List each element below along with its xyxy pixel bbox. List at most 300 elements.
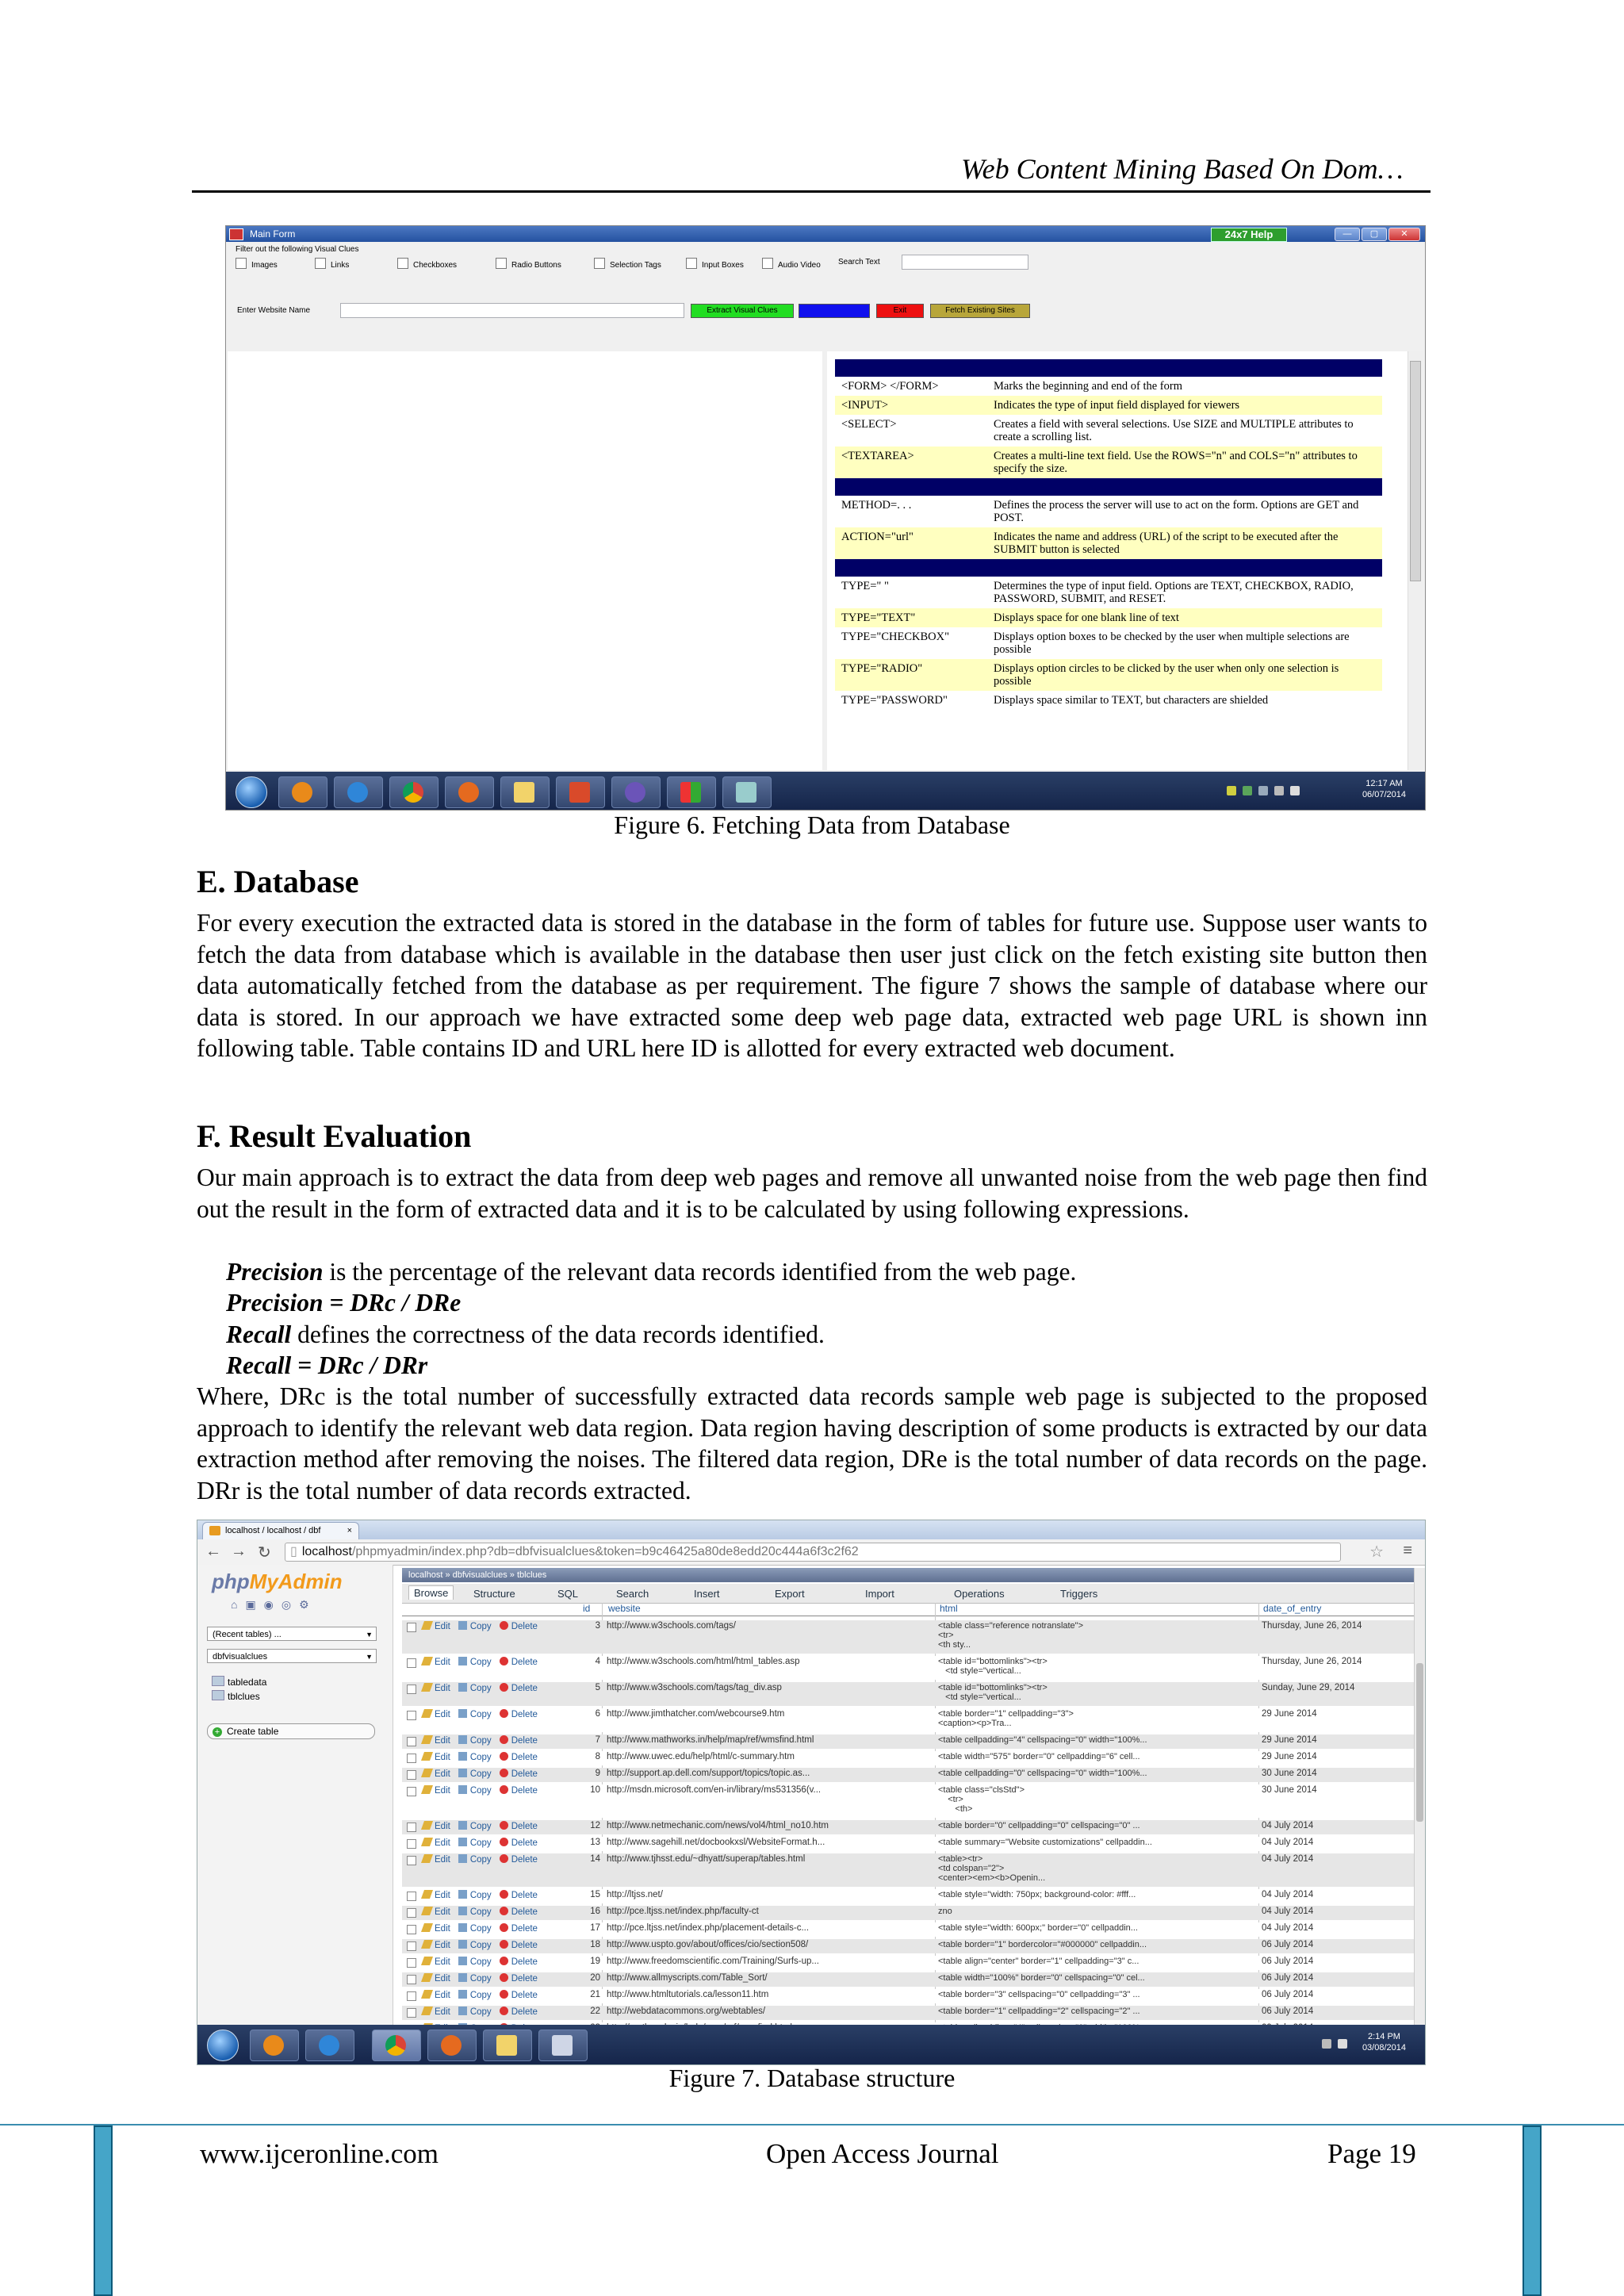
table-row[interactable]: [402, 1939, 1414, 1953]
copy-icon[interactable]: [458, 1735, 467, 1744]
delete-link[interactable]: Delete: [511, 1786, 538, 1796]
row-checkbox[interactable]: [407, 1958, 416, 1968]
visual-studio-taskbar-icon[interactable]: [611, 776, 661, 808]
edit-link[interactable]: Edit: [435, 1753, 450, 1762]
windows-taskbar-icon[interactable]: [667, 776, 716, 808]
volume-icon[interactable]: [1338, 2039, 1347, 2049]
copy-link[interactable]: Copy: [469, 1753, 492, 1762]
logo-myadmin: MyAdmin: [249, 1570, 343, 1593]
firefox-taskbar-icon[interactable]: [445, 776, 494, 808]
tray-icon[interactable]: [1243, 786, 1252, 795]
internet-explorer-taskbar-icon[interactable]: [334, 776, 383, 808]
edit-icon[interactable]: [421, 1940, 433, 1949]
delete-icon[interactable]: [500, 1973, 508, 1982]
tab-export[interactable]: Export: [775, 1588, 805, 1600]
chrome-taskbar-icon[interactable]: [389, 776, 439, 808]
copy-link[interactable]: Copy: [469, 1769, 492, 1779]
cell-website: http://www.uspto.gov/about/offices/cio/section508/: [607, 1940, 809, 1949]
cell-id: 13: [590, 1838, 600, 1847]
section-f-heading: F. Result Evaluation: [197, 1118, 472, 1154]
radio-buttons-checkbox[interactable]: [496, 258, 561, 270]
row-checkbox[interactable]: [407, 1737, 416, 1746]
input-boxes-checkbox[interactable]: [686, 258, 744, 270]
page-scrollbar-thumb[interactable]: [1416, 1663, 1423, 1822]
copy-link[interactable]: Copy: [469, 1941, 492, 1950]
row-checkbox[interactable]: [407, 1908, 416, 1918]
edit-icon[interactable]: [421, 2007, 433, 2015]
tree-table-tabledata[interactable]: [212, 1676, 266, 1688]
table-row[interactable]: [402, 1989, 1414, 2003]
copy-link[interactable]: Copy: [469, 1710, 492, 1719]
delete-link[interactable]: Delete: [511, 1710, 538, 1719]
create-table-button[interactable]: [207, 1723, 375, 1739]
delete-icon[interactable]: [500, 1657, 508, 1665]
delete-icon[interactable]: [500, 1621, 508, 1630]
breadcrumb[interactable]: localhost » dbfvisualclues » tblclues: [402, 1568, 1414, 1582]
row-checkbox[interactable]: [407, 1892, 416, 1901]
bookmark-star-icon[interactable]: ☆: [1369, 1543, 1384, 1561]
edit-icon[interactable]: [421, 1785, 433, 1794]
media-player-taskbar-icon[interactable]: [250, 2030, 299, 2061]
edit-icon[interactable]: [421, 1735, 433, 1744]
copy-link[interactable]: Copy: [469, 1855, 492, 1865]
column-header-id[interactable]: id: [583, 1603, 591, 1614]
start-button[interactable]: [236, 776, 267, 808]
maximize-button[interactable]: ▢: [1362, 228, 1387, 241]
cell-id: 18: [590, 1940, 600, 1949]
checkbox-label: Links: [331, 261, 350, 270]
row-actions: [423, 1890, 573, 1900]
copy-icon[interactable]: [458, 1890, 467, 1899]
row-checkbox[interactable]: [407, 1754, 416, 1763]
copy-icon[interactable]: [458, 1785, 467, 1794]
table-row[interactable]: [402, 1682, 1414, 1706]
delete-link[interactable]: Delete: [511, 1991, 538, 2000]
edit-icon[interactable]: [421, 1821, 433, 1830]
copy-link[interactable]: Copy: [469, 1891, 492, 1900]
edit-icon[interactable]: [421, 1973, 433, 1982]
delete-link[interactable]: Delete: [511, 1974, 538, 1984]
delete-icon[interactable]: [500, 1709, 508, 1718]
delete-icon[interactable]: [500, 2007, 508, 2015]
cell-id: 22: [590, 2007, 600, 2016]
table-row[interactable]: [402, 1853, 1414, 1887]
copy-icon[interactable]: [458, 1957, 467, 1965]
table-row[interactable]: [402, 1972, 1414, 1987]
copy-link[interactable]: Copy: [469, 1684, 492, 1693]
edit-link[interactable]: Edit: [435, 1957, 450, 1967]
copy-icon[interactable]: [458, 1940, 467, 1949]
cell-website: http://support.ap.dell.com/support/topics/topic.as...: [607, 1769, 810, 1778]
forward-arrow-icon[interactable]: →: [231, 1543, 247, 1560]
phpmyadmin-logo[interactable]: [212, 1570, 343, 1594]
search-text-input[interactable]: [902, 255, 1028, 270]
scrollbar-thumb[interactable]: [1410, 361, 1421, 581]
edit-icon[interactable]: [421, 1752, 433, 1761]
firefox-taskbar-icon[interactable]: [427, 2030, 477, 2061]
copy-icon[interactable]: [458, 1854, 467, 1863]
row-actions: [423, 1907, 573, 1917]
flag-icon[interactable]: [1322, 2039, 1331, 2049]
copy-link[interactable]: Copy: [469, 1924, 492, 1934]
edit-icon[interactable]: [421, 1657, 433, 1665]
delete-icon[interactable]: [500, 1957, 508, 1965]
copy-link[interactable]: Copy: [469, 1907, 492, 1917]
cell-date: 04 July 2014: [1262, 1838, 1314, 1847]
tag-cell: TYPE="RADIO": [835, 659, 987, 691]
edit-link[interactable]: Edit: [435, 1924, 450, 1934]
table-row[interactable]: [402, 1784, 1414, 1818]
extract-visual-clues-button[interactable]: Extract Visual Clues: [691, 304, 794, 318]
copy-link[interactable]: Copy: [469, 1658, 492, 1667]
taskbar-clock[interactable]: [1362, 778, 1406, 800]
cell-id: 17: [590, 1923, 600, 1933]
sidebar-quick-icons[interactable]: ⌂▣◉◎⚙: [231, 1598, 317, 1611]
table-row[interactable]: [402, 1837, 1414, 1851]
delete-link[interactable]: Delete: [511, 1622, 538, 1631]
delete-icon[interactable]: [500, 1769, 508, 1777]
delete-link[interactable]: Delete: [511, 1822, 538, 1831]
row-actions: [423, 1769, 573, 1779]
reference-row: [835, 691, 1382, 710]
delete-link[interactable]: Delete: [511, 1891, 538, 1900]
row-checkbox[interactable]: [407, 1770, 416, 1780]
copy-icon[interactable]: [458, 2007, 467, 2015]
reference-row: [835, 627, 1382, 659]
delete-link[interactable]: Delete: [511, 1753, 538, 1762]
table-row[interactable]: [402, 1768, 1414, 1782]
exit-button[interactable]: Exit: [876, 304, 924, 318]
edit-link[interactable]: Edit: [435, 1855, 450, 1865]
edit-link[interactable]: Edit: [435, 1769, 450, 1779]
copy-link[interactable]: Copy: [469, 1838, 492, 1848]
row-checkbox[interactable]: [407, 1856, 416, 1865]
copy-link[interactable]: Copy: [469, 1957, 492, 1967]
delete-link[interactable]: Delete: [511, 1736, 538, 1746]
pma-tabs: [402, 1584, 1414, 1604]
cell-website: http://www.w3schools.com/tags/: [607, 1621, 736, 1631]
help-badge[interactable]: 24x7 Help: [1211, 228, 1287, 242]
checkboxes-checkbox[interactable]: [397, 258, 457, 270]
cell-date: 06 July 2014: [1262, 1990, 1314, 1999]
table-row[interactable]: [402, 1922, 1414, 1937]
table-name: tabledata: [228, 1677, 267, 1688]
table-row[interactable]: [402, 1751, 1414, 1765]
checkbox-label: Checkboxes: [413, 261, 458, 270]
edit-icon[interactable]: [421, 1923, 433, 1932]
row-actions: [423, 1923, 573, 1934]
cell-id: 5: [595, 1683, 600, 1692]
delete-icon[interactable]: [500, 1940, 508, 1949]
copy-link[interactable]: Copy: [469, 2007, 492, 2017]
tree-table-tblclues[interactable]: [212, 1690, 260, 1702]
figure-7-screenshot: [197, 1520, 1426, 2065]
checkbox-label: Radio Buttons: [511, 261, 561, 270]
description-cell: Displays option boxes to be checked by the user when multiple selections are possible: [994, 631, 1350, 656]
edit-link[interactable]: Edit: [435, 1974, 450, 1984]
edit-icon[interactable]: [421, 1890, 433, 1899]
cell-website: http://www.allmyscripts.com/Table_Sort/: [607, 1973, 768, 1983]
cell-date: 06 July 2014: [1262, 1940, 1314, 1949]
delete-icon[interactable]: [500, 1890, 508, 1899]
row-checkbox[interactable]: [407, 1839, 416, 1849]
recent-tables-select[interactable]: [207, 1627, 377, 1641]
cell-date: 29 June 2014: [1262, 1752, 1317, 1761]
edit-icon[interactable]: [421, 1709, 433, 1718]
edit-link[interactable]: Edit: [435, 1658, 450, 1667]
column-header-html[interactable]: html: [940, 1603, 958, 1614]
row-checkbox[interactable]: [407, 1925, 416, 1934]
header-rule: [192, 190, 1431, 193]
selection-tags-checkbox[interactable]: [594, 258, 661, 270]
paint-taskbar-icon[interactable]: [722, 776, 772, 808]
tab-close-icon[interactable]: ×: [347, 1526, 352, 1535]
table-row[interactable]: [402, 1656, 1414, 1680]
delete-icon[interactable]: [500, 1990, 508, 1999]
row-checkbox[interactable]: [407, 1685, 416, 1694]
edit-link[interactable]: Edit: [435, 1786, 450, 1796]
close-button[interactable]: ✕: [1388, 228, 1420, 241]
file-explorer-taskbar-icon[interactable]: [483, 2030, 532, 2061]
database-select[interactable]: [207, 1649, 377, 1663]
copy-icon[interactable]: [458, 1838, 467, 1846]
delete-link[interactable]: Delete: [511, 1684, 538, 1693]
delete-link[interactable]: Delete: [511, 1941, 538, 1950]
precision-formula: Precision = DRc / DRe: [226, 1289, 462, 1317]
tab-triggers[interactable]: Triggers: [1060, 1588, 1098, 1600]
copy-link[interactable]: Copy: [469, 1622, 492, 1631]
row-checkbox[interactable]: [407, 1711, 416, 1720]
cell-html: <table border="3" cellspacing="0" cellpadding="3" ...: [938, 1990, 1140, 1999]
cell-website: http://ltjss.net/: [607, 1890, 663, 1899]
clock-date: 03/08/2014: [1362, 2043, 1406, 2053]
copy-icon[interactable]: [458, 1657, 467, 1665]
file-explorer-taskbar-icon[interactable]: [500, 776, 550, 808]
audio-video-checkbox[interactable]: [762, 258, 821, 270]
media-player-taskbar-icon[interactable]: [278, 776, 327, 808]
table-row[interactable]: [402, 1956, 1414, 1970]
header-cell: [835, 559, 1382, 577]
menu-icon[interactable]: ≡: [1403, 1542, 1412, 1559]
row-checkbox[interactable]: [407, 1991, 416, 2001]
copy-link[interactable]: Copy: [469, 1786, 492, 1796]
delete-icon[interactable]: [500, 1838, 508, 1846]
fetch-existing-sites-button[interactable]: Fetch Existing Sites: [930, 304, 1030, 318]
tab-operations[interactable]: Operations: [954, 1588, 1005, 1600]
system-tray: [1203, 2028, 1417, 2060]
chrome-taskbar-icon[interactable]: [372, 2030, 421, 2061]
browser-tab[interactable]: [202, 1522, 359, 1540]
copy-link[interactable]: Copy: [469, 1736, 492, 1746]
copy-icon[interactable]: [458, 1907, 467, 1915]
delete-icon[interactable]: [500, 1735, 508, 1744]
copy-icon[interactable]: [458, 1923, 467, 1932]
row-checkbox[interactable]: [407, 1941, 416, 1951]
figure-6-screenshot: [225, 225, 1426, 811]
clock-time: 2:14 PM: [1367, 2032, 1400, 2041]
edit-icon[interactable]: [421, 1957, 433, 1965]
table-row[interactable]: [402, 1906, 1414, 1920]
table-icon: [212, 1676, 224, 1686]
copy-icon[interactable]: [458, 1683, 467, 1692]
edit-icon[interactable]: [421, 1854, 433, 1863]
edit-link[interactable]: Edit: [435, 1684, 450, 1693]
system-tray: [1203, 775, 1417, 807]
reference-row: [835, 447, 1382, 478]
taskbar-clock[interactable]: [1362, 2031, 1406, 2053]
cell-date: Sunday, June 29, 2014: [1262, 1683, 1355, 1692]
blue-button[interactable]: [799, 304, 870, 318]
table-row[interactable]: [402, 1734, 1414, 1749]
delete-icon[interactable]: [500, 1752, 508, 1761]
network-icon[interactable]: [1258, 786, 1268, 795]
cell-id: 21: [590, 1990, 600, 1999]
recall-definition: [226, 1319, 825, 1351]
copy-icon[interactable]: [458, 1752, 467, 1761]
cell-id: 7: [595, 1735, 600, 1745]
edit-icon[interactable]: [421, 1838, 433, 1846]
links-checkbox[interactable]: [315, 258, 349, 270]
tag-cell: METHOD=. . .: [841, 499, 912, 512]
app-taskbar-icon[interactable]: [538, 2030, 588, 2061]
app-taskbar-icon[interactable]: [556, 776, 605, 808]
delete-icon[interactable]: [500, 1785, 508, 1794]
description-cell: Displays space for one blank line of text: [987, 608, 1382, 627]
copy-icon[interactable]: [458, 1821, 467, 1830]
copy-icon[interactable]: [458, 1973, 467, 1982]
delete-link[interactable]: Delete: [511, 1838, 538, 1848]
delete-link[interactable]: Delete: [511, 1907, 538, 1917]
reference-section-header: [835, 478, 1382, 496]
edit-link[interactable]: Edit: [435, 1907, 450, 1917]
clock-time: 12:17 AM: [1365, 779, 1403, 788]
volume-icon[interactable]: [1290, 786, 1300, 795]
row-checkbox[interactable]: [407, 2008, 416, 2018]
minimize-button[interactable]: —: [1335, 228, 1360, 241]
copy-link[interactable]: Copy: [469, 1974, 492, 1984]
url-input[interactable]: [285, 1543, 1341, 1562]
description-cell: Creates a multi-line text field. Use the ROWS="n" and COLS="n" attributes to specify the size.: [987, 447, 1382, 478]
copy-icon[interactable]: [458, 1769, 467, 1777]
table-row[interactable]: [402, 1820, 1414, 1834]
internet-explorer-taskbar-icon[interactable]: [305, 2030, 354, 2061]
column-header-date[interactable]: date_of_entry: [1263, 1603, 1322, 1614]
edit-link[interactable]: Edit: [435, 1941, 450, 1950]
table-icon: [212, 1690, 224, 1700]
copy-icon[interactable]: [458, 1709, 467, 1718]
tree-view-pane[interactable]: [228, 351, 822, 770]
tag-cell: TYPE="TEXT": [835, 608, 987, 627]
edit-link[interactable]: Edit: [435, 1622, 450, 1631]
cell-website: http://www.tjhsst.edu/~dhyatt/superap/tables.html: [607, 1854, 806, 1864]
edit-link[interactable]: Edit: [435, 1891, 450, 1900]
back-arrow-icon[interactable]: ←: [205, 1543, 221, 1560]
edit-link[interactable]: Edit: [435, 1710, 450, 1719]
edit-icon[interactable]: [421, 1907, 433, 1915]
cell-date: 30 June 2014: [1262, 1769, 1317, 1778]
edit-icon[interactable]: [421, 1683, 433, 1692]
start-button[interactable]: [207, 2030, 239, 2061]
delete-link[interactable]: Delete: [511, 1855, 538, 1865]
edit-link[interactable]: Edit: [435, 1838, 450, 1848]
copy-icon[interactable]: [458, 1621, 467, 1630]
cell-website: http://www.jimthatcher.com/webcourse9.htm: [607, 1709, 785, 1719]
copy-link[interactable]: Copy: [469, 1822, 492, 1831]
delete-link[interactable]: Delete: [511, 2007, 538, 2017]
website-name-input[interactable]: [340, 303, 684, 318]
tag-cell: <INPUT>: [835, 396, 987, 415]
cell-id: 20: [590, 1973, 600, 1983]
cell-website: http://pce.ltjss.net/index.php/placement-details-c...: [607, 1923, 810, 1933]
tab-structure[interactable]: Structure: [473, 1588, 515, 1600]
delete-link[interactable]: Delete: [511, 1957, 538, 1967]
row-checkbox[interactable]: [407, 1823, 416, 1832]
delete-icon[interactable]: [500, 1923, 508, 1932]
delete-link[interactable]: Delete: [511, 1769, 538, 1779]
row-checkbox[interactable]: [407, 1975, 416, 1984]
section-f-body: Our main approach is to extract the data from deep web pages and remove all unwanted noise from the web page then find out the result in the form of extracted data and it is to be calculated by using following expressions.: [197, 1163, 1427, 1223]
edit-link[interactable]: Edit: [435, 1991, 450, 2000]
tab-insert[interactable]: Insert: [694, 1588, 720, 1600]
tab-search[interactable]: Search: [616, 1588, 649, 1600]
row-checkbox[interactable]: [407, 1787, 416, 1796]
tab-import[interactable]: Import: [865, 1588, 894, 1600]
precision-definition: [226, 1256, 1076, 1288]
table-row[interactable]: [402, 1708, 1414, 1732]
delete-link[interactable]: Delete: [511, 1658, 538, 1667]
copy-icon[interactable]: [458, 1990, 467, 1999]
column-header-website[interactable]: website: [608, 1603, 641, 1614]
delete-icon[interactable]: [500, 1821, 508, 1830]
tab-browse[interactable]: Browse: [408, 1585, 454, 1600]
delete-icon[interactable]: [500, 1907, 508, 1915]
edit-link[interactable]: Edit: [435, 1736, 450, 1746]
browser-pane: [827, 351, 1410, 770]
images-checkbox[interactable]: [236, 258, 278, 270]
table-row[interactable]: [402, 1889, 1414, 1903]
row-actions: [423, 1940, 573, 1950]
checkbox-box: [236, 258, 247, 269]
row-actions: [423, 1657, 573, 1667]
delete-icon[interactable]: [500, 1854, 508, 1863]
tray-icon[interactable]: [1227, 786, 1236, 795]
row-checkbox[interactable]: [407, 1623, 416, 1632]
table-name: tblclues: [228, 1691, 260, 1702]
edit-icon[interactable]: [421, 1621, 433, 1630]
edit-link[interactable]: Edit: [435, 1822, 450, 1831]
tab-sql[interactable]: SQL: [557, 1588, 579, 1600]
figure-6-caption: Figure 6. Fetching Data from Database: [614, 811, 1010, 839]
reload-icon[interactable]: ↻: [258, 1544, 271, 1562]
cell-date: Thursday, June 26, 2014: [1262, 1621, 1362, 1631]
delete-link[interactable]: Delete: [511, 1924, 538, 1934]
tag-cell: <FORM> </FORM>: [841, 380, 939, 393]
edit-icon[interactable]: [421, 1769, 433, 1777]
row-checkbox[interactable]: [407, 1658, 416, 1668]
table-row[interactable]: [402, 2006, 1414, 2020]
edit-link[interactable]: Edit: [435, 2007, 450, 2017]
cell-id: 16: [590, 1907, 600, 1916]
cell-id: 6: [595, 1709, 600, 1719]
edit-icon[interactable]: [421, 1990, 433, 1999]
delete-icon[interactable]: [500, 1683, 508, 1692]
reference-section-header: [835, 559, 1382, 577]
footer-right-bar: [1522, 2125, 1542, 2296]
copy-link[interactable]: Copy: [469, 1991, 492, 2000]
cell-date: 29 June 2014: [1262, 1735, 1317, 1745]
flag-icon[interactable]: [1274, 786, 1284, 795]
table-row[interactable]: [402, 1620, 1414, 1654]
